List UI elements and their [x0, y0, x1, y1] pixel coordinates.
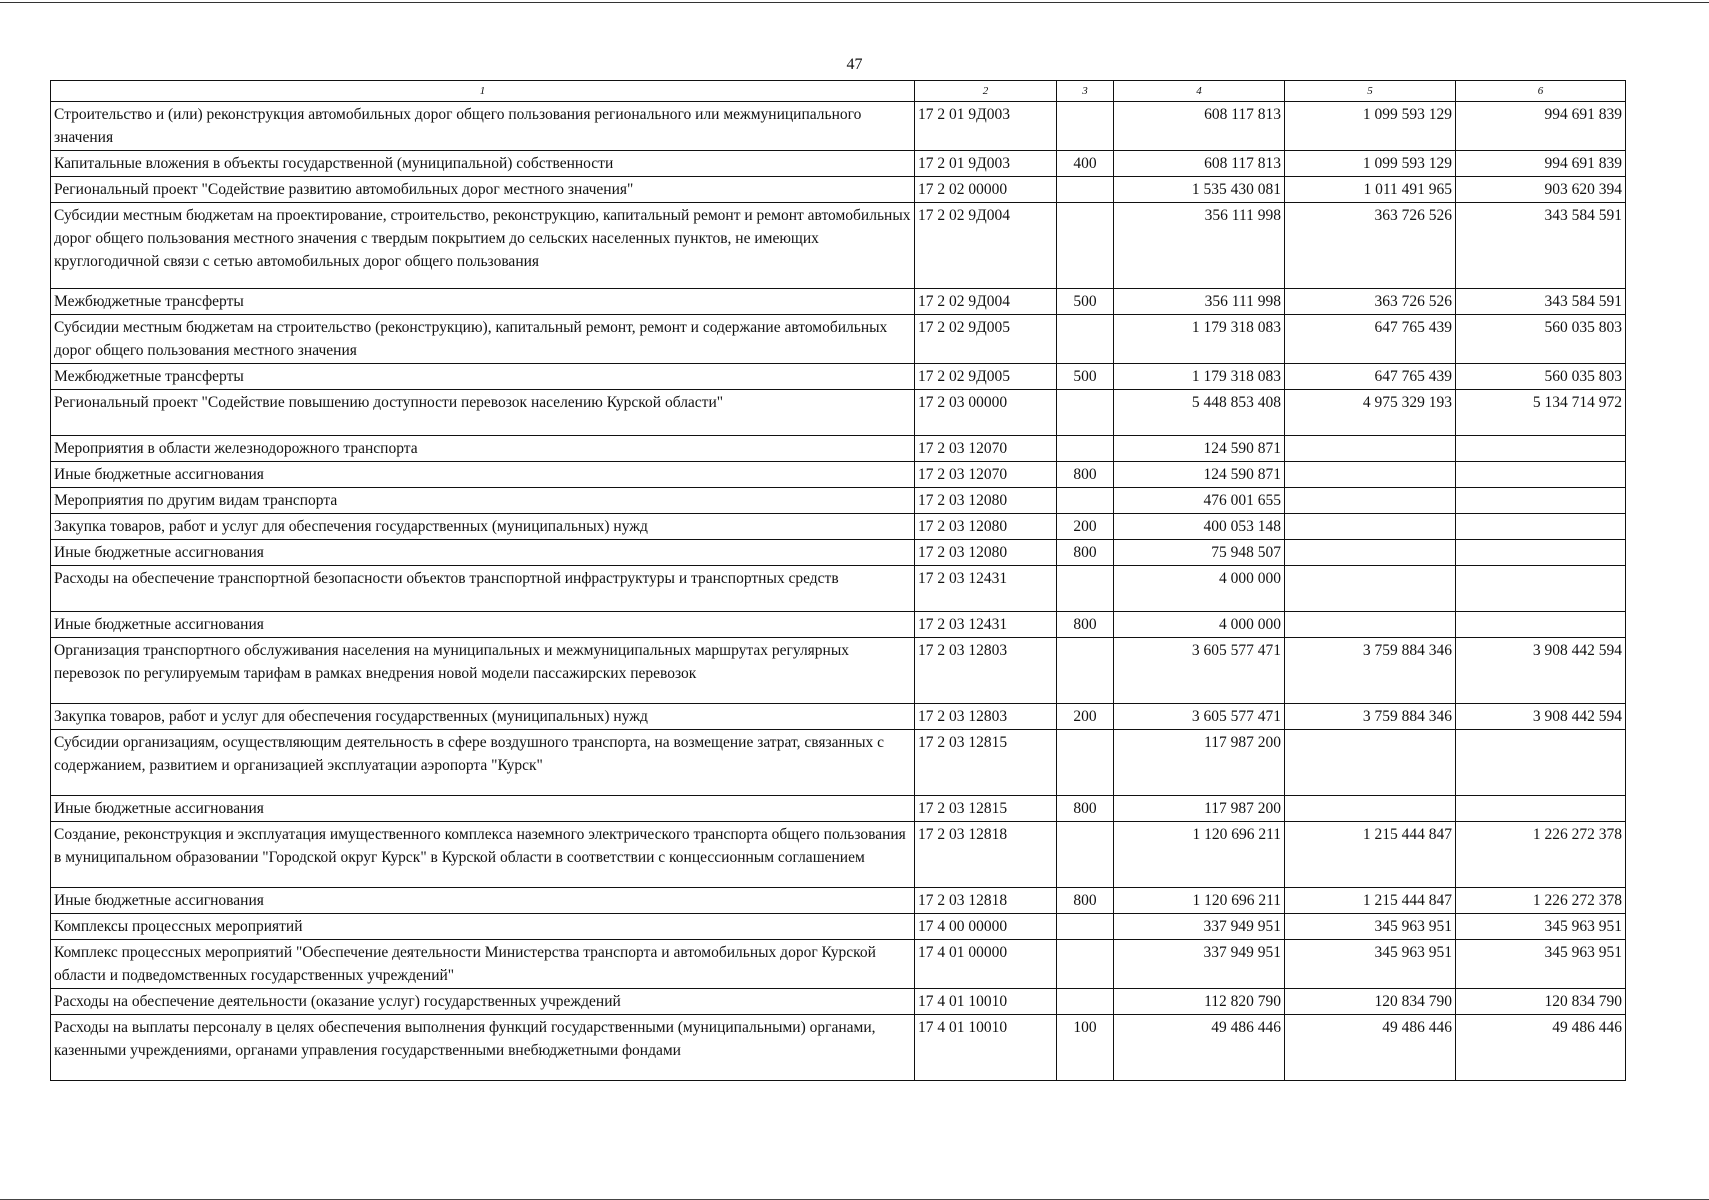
- row-name-cell: Иные бюджетные ассигнования: [51, 540, 915, 566]
- row-amount-col5-cell: 3 759 884 346: [1285, 704, 1456, 730]
- row-amount-col4-cell: 5 448 853 408: [1114, 390, 1285, 436]
- row-amount-col5-cell: 647 765 439: [1285, 364, 1456, 390]
- row-amount-col4-cell: 3 605 577 471: [1114, 638, 1285, 704]
- row-amount-col6-cell: [1456, 796, 1626, 822]
- row-name-cell: Создание, реконструкция и эксплуатация имущественного комплекса наземного электрического транспорта общего пользования в муниципальном образовании "Городской округ Курск" в Курской области в соответствии с концессионным соглашением: [51, 822, 915, 888]
- row-amount-col4-cell: 75 948 507: [1114, 540, 1285, 566]
- column-header-4: 4: [1114, 81, 1285, 102]
- row-amount-col6-cell: [1456, 612, 1626, 638]
- header-row: [51, 81, 1626, 102]
- row-name-cell: Комплекс процессных мероприятий "Обеспечение деятельности Министерства транспорта и автомобильных дорог Курской области и подведомственных государственных учреждений": [51, 940, 915, 989]
- row-amount-col6-cell: 903 620 394: [1456, 177, 1626, 203]
- row-code-cell: 17 2 02 00000: [915, 177, 1057, 203]
- row-expense-type-cell: 500: [1057, 364, 1114, 390]
- row-name-cell: Мероприятия по другим видам транспорта: [51, 488, 915, 514]
- row-amount-col5-cell: [1285, 514, 1456, 540]
- row-amount-col5-cell: 49 486 446: [1285, 1015, 1456, 1081]
- row-expense-type-cell: [1057, 177, 1114, 203]
- row-amount-col6-cell: [1456, 436, 1626, 462]
- row-code-cell: 17 2 01 9Д003: [915, 102, 1057, 151]
- page-number: 47: [846, 56, 863, 73]
- table-row: [51, 315, 1626, 364]
- row-expense-type-cell: 800: [1057, 462, 1114, 488]
- row-amount-col6-cell: 3 908 442 594: [1456, 704, 1626, 730]
- row-name-cell: Строительство и (или) реконструкция автомобильных дорог общего пользования регионального или межмуниципального значения: [51, 102, 915, 151]
- row-amount-col5-cell: 363 726 526: [1285, 289, 1456, 315]
- row-amount-col6-cell: 5 134 714 972: [1456, 390, 1626, 436]
- row-amount-col4-cell: 476 001 655: [1114, 488, 1285, 514]
- row-amount-col5-cell: 345 963 951: [1285, 940, 1456, 989]
- row-amount-col6-cell: 3 908 442 594: [1456, 638, 1626, 704]
- row-name-cell: Расходы на обеспечение деятельности (оказание услуг) государственных учреждений: [51, 989, 915, 1015]
- row-amount-col5-cell: 1 215 444 847: [1285, 888, 1456, 914]
- row-name-cell: Организация транспортного обслуживания населения на муниципальных и межмуниципальных маршрутах регулярных перевозок по регулируемым тарифам в рамках внедрения новой модели пассажирских перевозок: [51, 638, 915, 704]
- column-header-2: 2: [915, 81, 1057, 102]
- row-amount-col5-cell: [1285, 540, 1456, 566]
- row-amount-col4-cell: 4 000 000: [1114, 566, 1285, 612]
- row-expense-type-cell: [1057, 390, 1114, 436]
- row-amount-col6-cell: 345 963 951: [1456, 914, 1626, 940]
- row-expense-type-cell: [1057, 914, 1114, 940]
- row-name-cell: Закупка товаров, работ и услуг для обеспечения государственных (муниципальных) нужд: [51, 514, 915, 540]
- table-row: [51, 102, 1626, 151]
- table-row: [51, 151, 1626, 177]
- row-expense-type-cell: 200: [1057, 704, 1114, 730]
- row-amount-col6-cell: 343 584 591: [1456, 203, 1626, 289]
- row-amount-col6-cell: [1456, 488, 1626, 514]
- row-amount-col4-cell: 337 949 951: [1114, 940, 1285, 989]
- row-name-cell: Региональный проект "Содействие повышению доступности перевозок населению Курской области": [51, 390, 915, 436]
- row-code-cell: 17 2 02 9Д004: [915, 289, 1057, 315]
- row-amount-col5-cell: 345 963 951: [1285, 914, 1456, 940]
- row-amount-col4-cell: 337 949 951: [1114, 914, 1285, 940]
- row-amount-col6-cell: 1 226 272 378: [1456, 888, 1626, 914]
- row-amount-col5-cell: [1285, 436, 1456, 462]
- row-amount-col6-cell: [1456, 540, 1626, 566]
- column-header-3: 3: [1057, 81, 1114, 102]
- row-amount-col6-cell: 994 691 839: [1456, 102, 1626, 151]
- row-expense-type-cell: [1057, 488, 1114, 514]
- row-code-cell: 17 4 01 00000: [915, 940, 1057, 989]
- row-expense-type-cell: [1057, 940, 1114, 989]
- row-amount-col5-cell: 3 759 884 346: [1285, 638, 1456, 704]
- row-amount-col4-cell: 1 120 696 211: [1114, 888, 1285, 914]
- row-amount-col5-cell: 1 215 444 847: [1285, 822, 1456, 888]
- table-row: [51, 1015, 1626, 1081]
- row-amount-col4-cell: 124 590 871: [1114, 436, 1285, 462]
- row-code-cell: 17 2 03 12815: [915, 796, 1057, 822]
- row-code-cell: 17 2 03 12818: [915, 888, 1057, 914]
- row-code-cell: 17 2 03 12818: [915, 822, 1057, 888]
- row-amount-col4-cell: 1 120 696 211: [1114, 822, 1285, 888]
- row-expense-type-cell: [1057, 730, 1114, 796]
- row-amount-col4-cell: 1 179 318 083: [1114, 364, 1285, 390]
- table-row: [51, 436, 1626, 462]
- row-expense-type-cell: 800: [1057, 612, 1114, 638]
- row-amount-col4-cell: 1 535 430 081: [1114, 177, 1285, 203]
- table-row: [51, 514, 1626, 540]
- row-amount-col5-cell: 1 099 593 129: [1285, 102, 1456, 151]
- table-row: [51, 940, 1626, 989]
- row-amount-col4-cell: 1 179 318 083: [1114, 315, 1285, 364]
- row-expense-type-cell: 500: [1057, 289, 1114, 315]
- row-code-cell: 17 2 03 12815: [915, 730, 1057, 796]
- row-amount-col5-cell: 120 834 790: [1285, 989, 1456, 1015]
- row-name-cell: Закупка товаров, работ и услуг для обеспечения государственных (муниципальных) нужд: [51, 704, 915, 730]
- table-row: [51, 796, 1626, 822]
- row-expense-type-cell: [1057, 989, 1114, 1015]
- row-expense-type-cell: [1057, 315, 1114, 364]
- row-amount-col4-cell: 117 987 200: [1114, 730, 1285, 796]
- row-code-cell: 17 2 02 9Д005: [915, 315, 1057, 364]
- row-amount-col6-cell: 1 226 272 378: [1456, 822, 1626, 888]
- row-amount-col6-cell: 120 834 790: [1456, 989, 1626, 1015]
- row-code-cell: 17 2 03 12080: [915, 488, 1057, 514]
- top-scan-edge: [0, 2, 1709, 3]
- row-amount-col4-cell: 400 053 148: [1114, 514, 1285, 540]
- row-amount-col5-cell: 4 975 329 193: [1285, 390, 1456, 436]
- row-amount-col5-cell: [1285, 730, 1456, 796]
- row-expense-type-cell: 100: [1057, 1015, 1114, 1081]
- row-amount-col4-cell: 117 987 200: [1114, 796, 1285, 822]
- row-name-cell: Мероприятия в области железнодорожного транспорта: [51, 436, 915, 462]
- row-expense-type-cell: 800: [1057, 540, 1114, 566]
- row-amount-col6-cell: 994 691 839: [1456, 151, 1626, 177]
- row-code-cell: 17 4 01 10010: [915, 989, 1057, 1015]
- row-amount-col5-cell: 1 099 593 129: [1285, 151, 1456, 177]
- table-row: [51, 177, 1626, 203]
- table-row: [51, 638, 1626, 704]
- table-row: [51, 289, 1626, 315]
- row-code-cell: 17 2 03 12803: [915, 704, 1057, 730]
- row-expense-type-cell: [1057, 566, 1114, 612]
- row-amount-col4-cell: 356 111 998: [1114, 289, 1285, 315]
- row-expense-type-cell: [1057, 638, 1114, 704]
- column-header-1: 1: [51, 81, 915, 102]
- row-name-cell: Субсидии местным бюджетам на проектирование, строительство, реконструкцию, капитальный ремонт и ремонт автомобильных дорог общего пользования местного значения с твердым покрытием до сельских населенных пунктов, не имеющих круглогодичной связи с сетью автомобильных дорог общего пользования: [51, 203, 915, 289]
- column-header-5: 5: [1285, 81, 1456, 102]
- row-expense-type-cell: [1057, 203, 1114, 289]
- row-expense-type-cell: [1057, 822, 1114, 888]
- table-body: [51, 102, 1626, 1081]
- row-amount-col5-cell: 647 765 439: [1285, 315, 1456, 364]
- row-code-cell: 17 2 02 9Д005: [915, 364, 1057, 390]
- row-code-cell: 17 2 03 12803: [915, 638, 1057, 704]
- row-amount-col4-cell: 608 117 813: [1114, 102, 1285, 151]
- table-row: [51, 730, 1626, 796]
- row-code-cell: 17 4 01 10010: [915, 1015, 1057, 1081]
- row-amount-col4-cell: 49 486 446: [1114, 1015, 1285, 1081]
- table-row: [51, 566, 1626, 612]
- row-amount-col5-cell: [1285, 796, 1456, 822]
- table-row: [51, 888, 1626, 914]
- table-row: [51, 462, 1626, 488]
- row-name-cell: Комплексы процессных мероприятий: [51, 914, 915, 940]
- row-amount-col5-cell: [1285, 488, 1456, 514]
- row-amount-col6-cell: [1456, 566, 1626, 612]
- row-name-cell: Межбюджетные трансферты: [51, 289, 915, 315]
- row-expense-type-cell: 800: [1057, 888, 1114, 914]
- table-row: [51, 540, 1626, 566]
- row-code-cell: 17 2 03 12431: [915, 566, 1057, 612]
- table-row: [51, 989, 1626, 1015]
- row-name-cell: Субсидии местным бюджетам на строительство (реконструкцию), капитальный ремонт, ремонт и содержание автомобильных дорог общего пользования местного значения: [51, 315, 915, 364]
- row-amount-col4-cell: 608 117 813: [1114, 151, 1285, 177]
- row-amount-col6-cell: 560 035 803: [1456, 315, 1626, 364]
- table-row: [51, 822, 1626, 888]
- row-amount-col5-cell: [1285, 566, 1456, 612]
- row-amount-col4-cell: 112 820 790: [1114, 989, 1285, 1015]
- row-name-cell: Иные бюджетные ассигнования: [51, 612, 915, 638]
- table-row: [51, 914, 1626, 940]
- row-name-cell: Иные бюджетные ассигнования: [51, 462, 915, 488]
- row-expense-type-cell: 800: [1057, 796, 1114, 822]
- table-row: [51, 364, 1626, 390]
- row-amount-col5-cell: [1285, 462, 1456, 488]
- row-code-cell: 17 2 02 9Д004: [915, 203, 1057, 289]
- column-header-6: 6: [1456, 81, 1626, 102]
- row-code-cell: 17 4 00 00000: [915, 914, 1057, 940]
- row-code-cell: 17 2 03 12080: [915, 514, 1057, 540]
- row-amount-col6-cell: 345 963 951: [1456, 940, 1626, 989]
- row-name-cell: Иные бюджетные ассигнования: [51, 796, 915, 822]
- row-amount-col5-cell: 363 726 526: [1285, 203, 1456, 289]
- table-row: [51, 488, 1626, 514]
- row-amount-col6-cell: [1456, 514, 1626, 540]
- row-expense-type-cell: 200: [1057, 514, 1114, 540]
- row-amount-col6-cell: 343 584 591: [1456, 289, 1626, 315]
- row-name-cell: Расходы на выплаты персоналу в целях обеспечения выполнения функций государственными (муниципальными) органами, казенными учреждениями, органами управления государственными внебюджетными фондами: [51, 1015, 915, 1081]
- row-name-cell: Региональный проект "Содействие развитию автомобильных дорог местного значения": [51, 177, 915, 203]
- row-amount-col6-cell: [1456, 462, 1626, 488]
- row-expense-type-cell: [1057, 102, 1114, 151]
- row-amount-col4-cell: 356 111 998: [1114, 203, 1285, 289]
- row-amount-col5-cell: 1 011 491 965: [1285, 177, 1456, 203]
- row-expense-type-cell: 400: [1057, 151, 1114, 177]
- row-code-cell: 17 2 03 12070: [915, 462, 1057, 488]
- table-row: [51, 704, 1626, 730]
- row-code-cell: 17 2 03 12431: [915, 612, 1057, 638]
- row-name-cell: Расходы на обеспечение транспортной безопасности объектов транспортной инфраструктуры и транспортных средств: [51, 566, 915, 612]
- row-name-cell: Иные бюджетные ассигнования: [51, 888, 915, 914]
- row-amount-col6-cell: 560 035 803: [1456, 364, 1626, 390]
- row-name-cell: Капитальные вложения в объекты государственной (муниципальной) собственности: [51, 151, 915, 177]
- row-amount-col6-cell: 49 486 446: [1456, 1015, 1626, 1081]
- row-code-cell: 17 2 03 12080: [915, 540, 1057, 566]
- row-code-cell: 17 2 03 00000: [915, 390, 1057, 436]
- row-code-cell: 17 2 01 9Д003: [915, 151, 1057, 177]
- row-amount-col4-cell: 3 605 577 471: [1114, 704, 1285, 730]
- row-amount-col6-cell: [1456, 730, 1626, 796]
- row-amount-col5-cell: [1285, 612, 1456, 638]
- table-row: [51, 390, 1626, 436]
- row-expense-type-cell: [1057, 436, 1114, 462]
- table-row: [51, 203, 1626, 289]
- row-amount-col4-cell: 4 000 000: [1114, 612, 1285, 638]
- table-row: [51, 612, 1626, 638]
- row-name-cell: Межбюджетные трансферты: [51, 364, 915, 390]
- row-name-cell: Субсидии организациям, осуществляющим деятельность в сфере воздушного транспорта, на возмещение затрат, связанных с содержанием, развитием и организацией эксплуатации аэропорта "Курск": [51, 730, 915, 796]
- row-code-cell: 17 2 03 12070: [915, 436, 1057, 462]
- row-amount-col4-cell: 124 590 871: [1114, 462, 1285, 488]
- budget-table: [50, 80, 1626, 1081]
